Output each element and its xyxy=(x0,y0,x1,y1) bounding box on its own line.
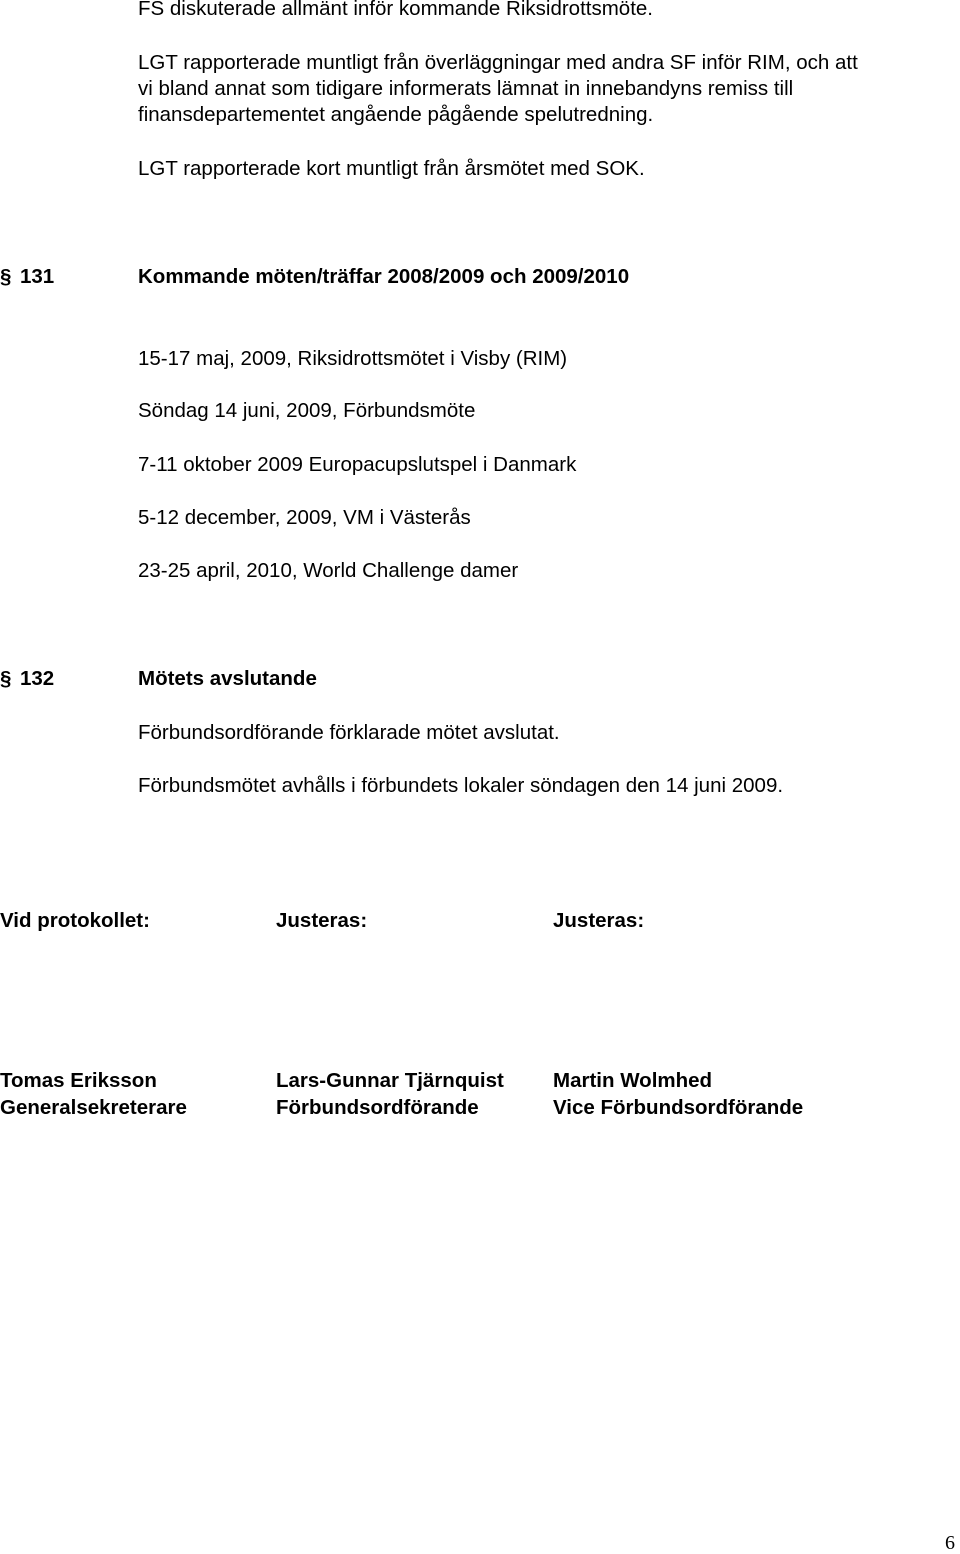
section-title: Mötets avslutande xyxy=(138,667,317,690)
section-symbol: § xyxy=(0,265,12,288)
intro-paragraph-line: vi bland annat som tidigare informerats lämnat in innebandyns remiss till xyxy=(138,77,794,100)
signatory-name: Martin Wolmhed xyxy=(553,1069,713,1092)
section-number: 132 xyxy=(20,667,55,690)
closing-text: Förbundsordförande förklarade mötet avslutat. xyxy=(138,721,560,744)
signature-header-adjust: Justeras: xyxy=(276,909,368,932)
section-number: 131 xyxy=(20,265,55,288)
signatory-name: Lars-Gunnar Tjärnquist xyxy=(276,1069,504,1092)
meeting-list-item: 7-11 oktober 2009 Europacupslutspel i Danmark xyxy=(138,453,577,476)
section-title: Kommande möten/träffar 2008/2009 och 2009/2010 xyxy=(138,265,630,288)
intro-paragraph-line: LGT rapporterade muntligt från överläggningar med andra SF inför RIM, och att xyxy=(138,51,858,74)
signatory-name: Tomas Eriksson xyxy=(0,1069,157,1092)
signatory-role: Generalsekreterare xyxy=(0,1096,187,1119)
page-number: 6 xyxy=(945,1532,955,1554)
intro-paragraph-line: finansdepartementet angående pågående spelutredning. xyxy=(138,103,654,126)
meeting-list-item: 15-17 maj, 2009, Riksidrottsmötet i Visby (RIM) xyxy=(138,347,568,370)
intro-paragraph-line: LGT rapporterade kort muntligt från årsmötet med SOK. xyxy=(138,157,645,180)
meeting-list-item: 23-25 april, 2010, World Challenge damer xyxy=(138,559,519,582)
signature-header-protocol: Vid protokollet: xyxy=(0,909,150,932)
signature-header-adjust: Justeras: xyxy=(553,909,645,932)
section-symbol: § xyxy=(0,667,12,690)
signatory-role: Vice Förbundsordförande xyxy=(553,1096,804,1119)
signatory-role: Förbundsordförande xyxy=(276,1096,479,1119)
intro-line: FS diskuterade allmänt inför kommande Riksidrottsmöte. xyxy=(138,0,653,20)
meeting-list-item: 5-12 december, 2009, VM i Västerås xyxy=(138,506,471,529)
meeting-list-item: Söndag 14 juni, 2009, Förbundsmöte xyxy=(138,399,476,422)
closing-text: Förbundsmötet avhålls i förbundets lokaler söndagen den 14 juni 2009. xyxy=(138,774,784,797)
